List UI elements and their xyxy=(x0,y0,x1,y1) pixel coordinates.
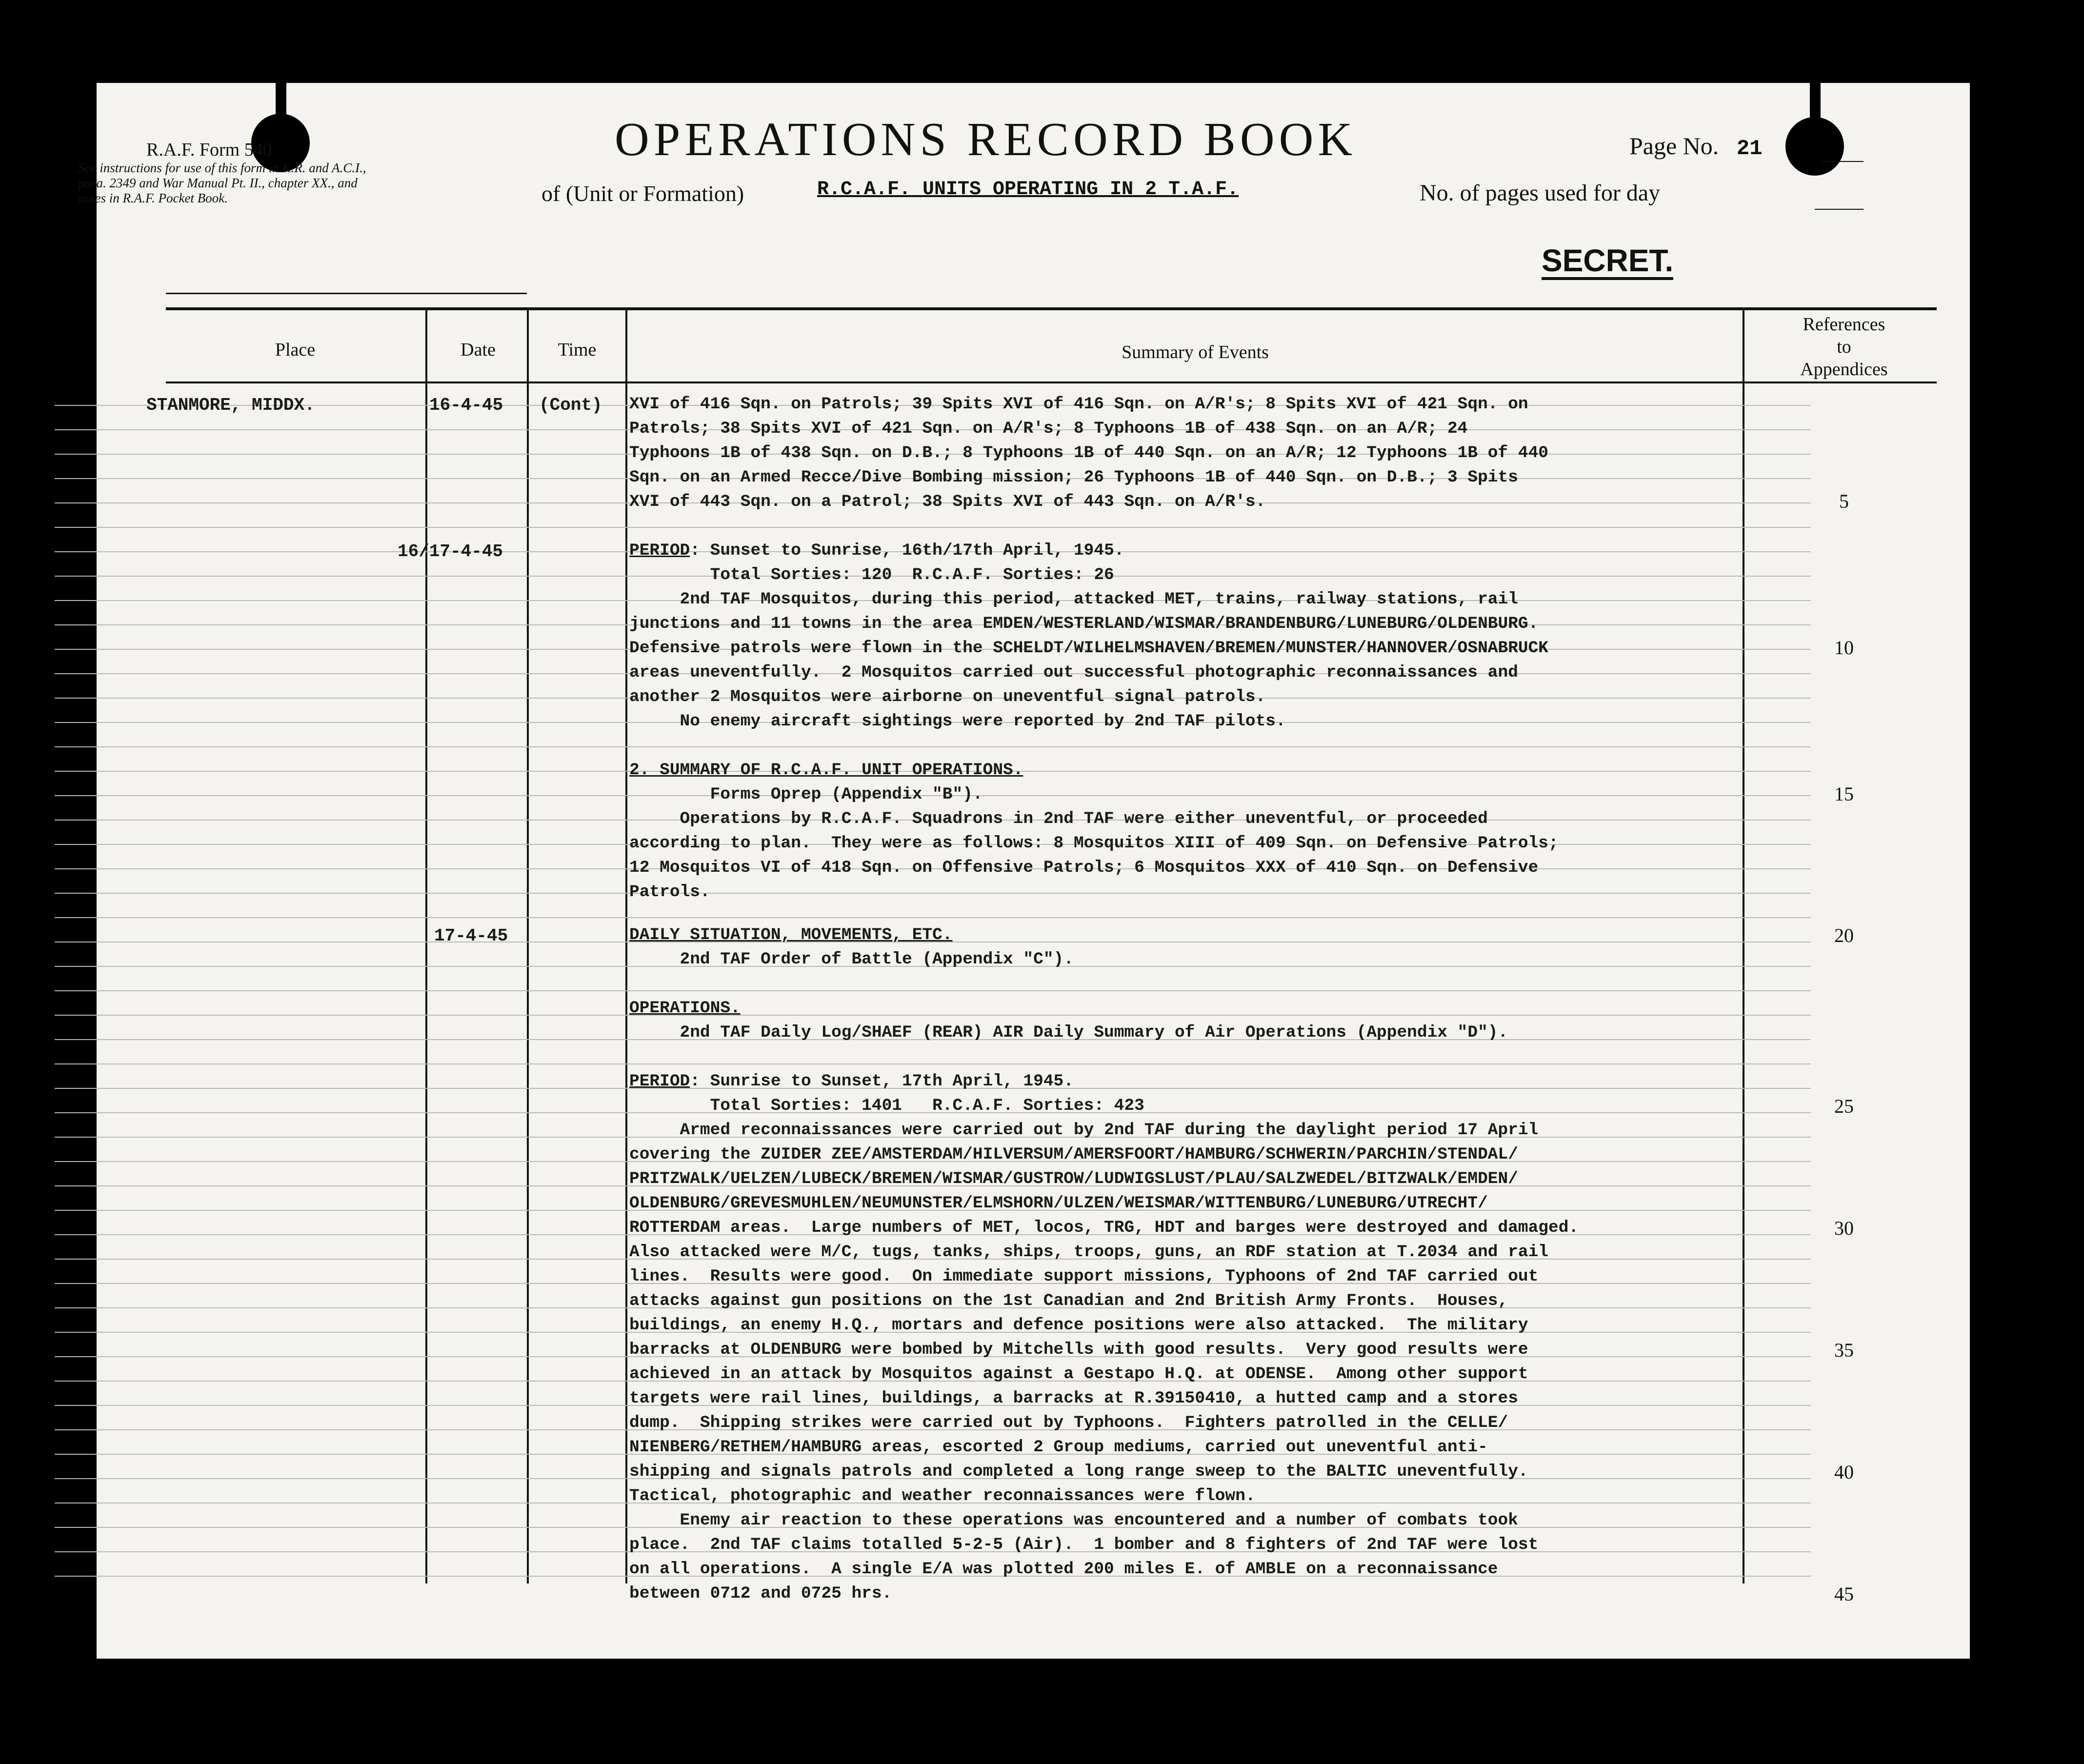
summary-line: 2nd TAF Order of Battle (Appendix "C"). xyxy=(629,950,1074,969)
place-entry: STANMORE, MIDDX. xyxy=(146,395,315,415)
column-header-place: Place xyxy=(275,340,316,360)
summary-line: Typhoons 1B of 438 Sqn. on D.B.; 8 Typhoons 1B of 440 Sqn. on an A/R; 12 Typhoons 1B of 440 xyxy=(629,443,1549,462)
summary-line: Operations by R.C.A.F. Squadrons in 2nd TAF were either uneventful, or proceeded xyxy=(629,809,1488,828)
column-rule xyxy=(527,310,529,1584)
secret-stamp: SECRET. xyxy=(1542,244,1673,280)
summary-line: Defensive patrols were flown in the SCHELDT/WILHELMSHAVEN/BREMEN/MUNSTER/HANNOVER/OSNABRUCK xyxy=(629,639,1549,658)
date-entry: 17-4-45 xyxy=(434,926,508,946)
page-number: 21 xyxy=(1736,137,1763,161)
summary-line: OPERATIONS. xyxy=(629,999,741,1018)
page-label: Page No. xyxy=(1629,132,1719,160)
summary-line: 2nd TAF Daily Log/SHAEF (REAR) AIR Daily Summary of Air Operations (Appendix "D"). xyxy=(629,1023,1508,1042)
form-reference xyxy=(78,139,546,206)
summary-line: attacks against gun positions on the 1st Canadian and 2nd British Army Fronts. Houses, xyxy=(629,1291,1508,1310)
summary-line: XVI of 443 Sqn. on a Patrol; 38 Spits XVI of 443 Sqn. on A/R's. xyxy=(629,492,1266,511)
instructions-line: See instructions for use of this form in K.R. and A.C.I., xyxy=(78,160,366,175)
summary-line: another 2 Mosquitos were airborne on uneventful signal patrols. xyxy=(629,687,1266,706)
ruled-line xyxy=(55,1063,1811,1064)
table-top-rule xyxy=(166,307,1937,310)
summary-line: 12 Mosquitos VI of 418 Sqn. on Offensive Patrols; 6 Mosquitos XXX of 410 Sqn. on Defensive xyxy=(629,858,1539,877)
unit-name: R.C.A.F. UNITS OPERATING IN 2 T.A.F. xyxy=(817,179,1239,200)
column-rule xyxy=(1743,310,1744,1584)
summary-line: No enemy aircraft sightings were reported by 2nd TAF pilots. xyxy=(629,712,1286,731)
summary-line: Total Sorties: 120 R.C.A.F. Sorties: 26 xyxy=(629,565,1114,584)
appendix-reference: 5 xyxy=(1839,490,1849,512)
appendix-reference: 30 xyxy=(1834,1217,1854,1239)
summary-line: place. 2nd TAF claims totalled 5-2-5 (Air). 1 bomber and 8 fighters of 2nd TAF were lost xyxy=(629,1535,1539,1554)
summary-line: DAILY SITUATION, MOVEMENTS, ETC. xyxy=(629,925,953,944)
summary-line: according to plan. They were as follows: 8 Mosquitos XIII of 409 Sqn. on Defensive Patrols; xyxy=(629,834,1559,853)
appendix-reference: 10 xyxy=(1834,637,1854,659)
summary-line: on all operations. A single E/A was plotted 200 miles E. of AMBLE on a reconnaissance xyxy=(629,1560,1498,1579)
summary-line: Sqn. on an Armed Recce/Dive Bombing mission; 26 Typhoons 1B of 440 Sqn. on D.B.; 3 Spits xyxy=(629,468,1518,487)
appendix-reference: 40 xyxy=(1834,1461,1854,1483)
summary-line: dump. Shipping strikes were carried out by Typhoons. Fighters patrolled in the CELLE/ xyxy=(629,1413,1508,1432)
instructions-line: notes in R.A.F. Pocket Book. xyxy=(78,191,228,205)
divider xyxy=(166,293,527,294)
summary-line: barracks at OLDENBURG were bombed by Mitchells with good results. Very good results were xyxy=(629,1340,1528,1359)
summary-line: NIENBERG/RETHEM/HAMBURG areas, escorted 2 Group mediums, carried out uneventful anti- xyxy=(629,1438,1488,1457)
summary-line: Patrols. xyxy=(629,882,710,902)
instructions-line: para. 2349 and War Manual Pt. II., chapter XX., and xyxy=(78,176,358,190)
summary-line: OLDENBURG/GREVESMUHLEN/NEUMUNSTER/ELMSHORN/ULZEN/WEISMAR/WITTENBURG/LUNEBURG/UTRECHT/ xyxy=(629,1194,1488,1213)
summary-line: areas uneventfully. 2 Mosquitos carried out successful photographic reconnaissances and xyxy=(629,663,1518,682)
summary-line: Also attacked were M/C, tugs, tanks, ships, troops, guns, an RDF station at T.2034 and rail xyxy=(629,1243,1549,1262)
ruled-line xyxy=(55,917,1811,918)
ruled-line xyxy=(55,746,1811,747)
appendix-reference: 45 xyxy=(1834,1583,1854,1605)
summary-line: Enemy air reaction to these operations was encountered and a number of combats took xyxy=(629,1511,1518,1530)
summary-line: 2. SUMMARY OF R.C.A.F. UNIT OPERATIONS. xyxy=(629,761,1023,780)
divider xyxy=(1815,209,1864,210)
appendix-reference: 15 xyxy=(1834,783,1854,805)
appendix-reference: 20 xyxy=(1834,924,1854,946)
appendix-reference: 35 xyxy=(1834,1339,1854,1361)
time-entry: (Cont) xyxy=(539,395,602,415)
summary-line: XVI of 416 Sqn. on Patrols; 39 Spits XVI of 416 Sqn. on A/R's; 8 Spits XVI of 421 Sqn. on xyxy=(629,395,1528,414)
form-id: R.A.F. Form 540 xyxy=(146,140,272,160)
date-entry: 16-4-45 xyxy=(429,395,503,415)
summary-line: 2nd TAF Mosquitos, during this period, attacked MET, trains, railway stations, rail xyxy=(629,590,1518,609)
summary-line: covering the ZUIDER ZEE/AMSTERDAM/HILVERSUM/AMERSFOORT/HAMBURG/SCHWERIN/PARCHIN/STENDAL/ xyxy=(629,1145,1518,1164)
appendix-reference: 25 xyxy=(1834,1095,1854,1117)
punch-hole-right xyxy=(1785,117,1844,176)
column-header-summary: Summary of Events xyxy=(1122,342,1269,362)
table-header-rule xyxy=(166,381,1937,383)
page-number-field xyxy=(1629,132,1763,161)
page-title: OPERATIONS RECORD BOOK xyxy=(615,113,1357,166)
column-header-date: Date xyxy=(461,340,496,360)
summary-line: PRITZWALK/UELZEN/LUBECK/BREMEN/WISMAR/GUSTROW/LUDWIGSLUST/PLAU/SALZWEDEL/BITZWALK/EMDEN/ xyxy=(629,1169,1518,1188)
column-header-references: References to Appendices xyxy=(1800,314,1888,380)
ruled-line xyxy=(55,527,1811,528)
summary-line: Tactical, photographic and weather reconnaissances were flown. xyxy=(629,1486,1256,1505)
column-rule xyxy=(625,310,627,1584)
summary-line: targets were rail lines, buildings, a barracks at R.39150410, a hutted camp and a stores xyxy=(629,1389,1518,1408)
summary-line: ROTTERDAM areas. Large numbers of MET, locos, TRG, HDT and barges were destroyed and damaged. xyxy=(629,1218,1579,1237)
summary-line: between 0712 and 0725 hrs. xyxy=(629,1584,892,1603)
summary-line: shipping and signals patrols and completed a long range sweep to the BALTIC uneventfully. xyxy=(629,1462,1528,1481)
summary-line: Armed reconnaissances were carried out by 2nd TAF during the daylight period 17 April xyxy=(629,1121,1539,1140)
summary-line: Forms Oprep (Appendix "B"). xyxy=(629,785,983,804)
column-header-time: Time xyxy=(558,340,597,360)
pages-used-label: No. of pages used for day xyxy=(1420,180,1661,206)
summary-line: junctions and 11 towns in the area EMDEN/WESTERLAND/WISMAR/BRANDENBURG/LUNEBURG/OLDENBURG. xyxy=(629,614,1539,633)
summary-line: achieved in an attack by Mosquitos against a Gestapo H.Q. at ODENSE. Among other support xyxy=(629,1364,1528,1383)
summary-line: buildings, an enemy H.Q., mortars and defence positions were also attacked. The military xyxy=(629,1316,1528,1335)
column-rule xyxy=(425,310,427,1584)
summary-line: Total Sorties: 1401 R.C.A.F. Sorties: 423 xyxy=(629,1096,1144,1115)
ruled-line xyxy=(55,990,1811,991)
summary-line: lines. Results were good. On immediate support missions, Typhoons of 2nd TAF carried out xyxy=(629,1267,1539,1286)
summary-line: PERIOD: Sunset to Sunrise, 16th/17th April, 1945. xyxy=(629,541,1124,560)
date-entry: 16/17-4-45 xyxy=(398,541,503,561)
summary-line: PERIOD: Sunrise to Sunset, 17th April, 1945. xyxy=(629,1072,1074,1091)
summary-line: Patrols; 38 Spits XVI of 421 Sqn. on A/R's; 8 Typhoons 1B of 438 Sqn. on an A/R; 24 xyxy=(629,419,1468,438)
ruled-line xyxy=(55,893,1811,894)
ruled-line xyxy=(55,1015,1811,1016)
unit-label: of (Unit or Formation) xyxy=(541,181,744,206)
divider xyxy=(1820,161,1864,162)
